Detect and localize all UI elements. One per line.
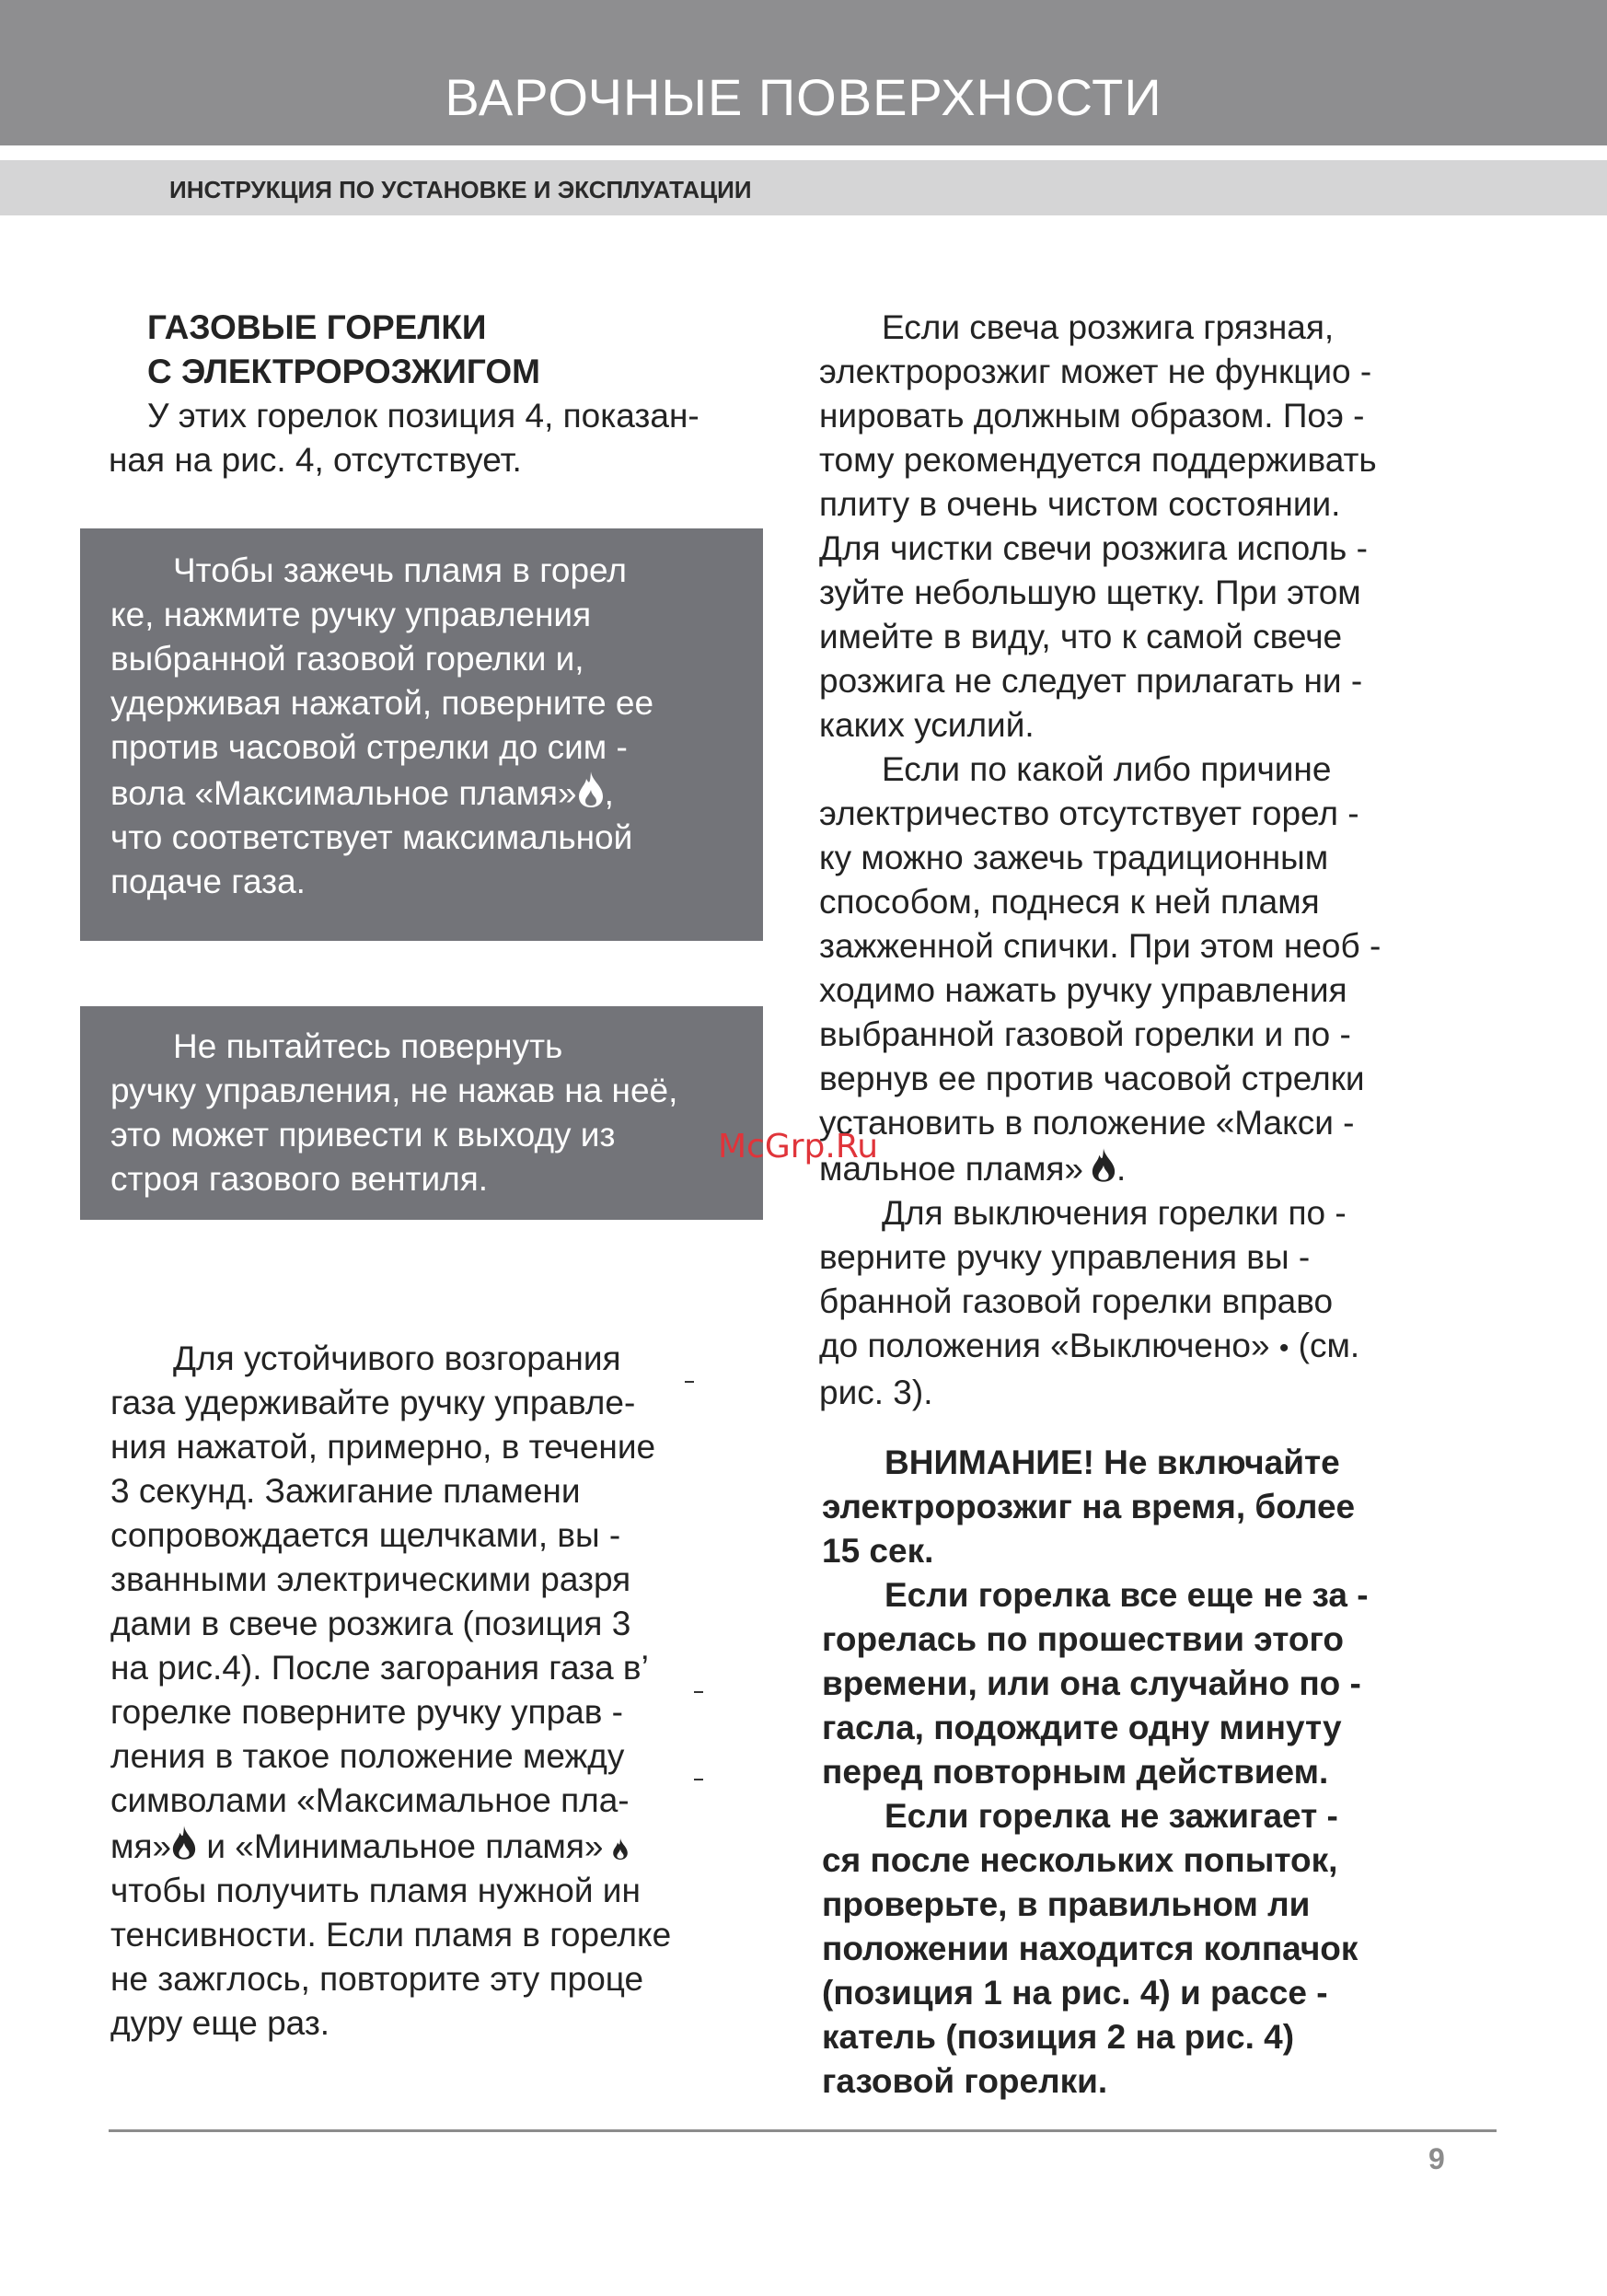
max-flame-icon	[1091, 1145, 1116, 1184]
margin-mark	[685, 1381, 694, 1383]
max-flame-icon	[171, 1823, 197, 1861]
right-warning-block	[822, 1441, 1558, 2104]
min-flame-icon	[612, 1836, 629, 1861]
warning-heading: ВНИМАНИЕ! Не включайте электророзжиг на время, более 15 сек.	[822, 1444, 1356, 1570]
warning-check-paragraph: Если горелка не зажигает - ся после нескольких попыток, проверьте, в правильном ли положении находится колпачок (позиция 1 на рис. 4) и рассе - катель (позиция 2 на рис. 4) газовой горелки.	[822, 1797, 1358, 2100]
watermark: McGrp.Ru	[718, 1128, 879, 1165]
warning-wait-paragraph: Если горелка все еще не за - горелась по прошествии этого времени, или она случайно по - гасла, подождите одну минуту перед повторным действием.	[822, 1576, 1369, 1791]
ignition-paragraph: Для устойчивого возгорания газа удерживайте ручку управле- ния нажатой, примерно, в течение 3 секунд. Зажигание пламени сопровождается щелчками, вы - званными электрическими разря дами в свече розжига (позиция 3 на рис.4). После загорания газа в’ горелке поверните ручку управ - ления в такое положение между символами «Максимальное пла- мя» и «Минимальное пламя» чтобы получить пламя нужной ин тенсивности. Если пламя в горелке не зажглось, повторите эту проце дуру еще раз.	[110, 1339, 672, 2042]
off-symbol-bullet: •	[1278, 1333, 1289, 1363]
max-flame-icon	[577, 770, 605, 808]
footer-divider	[109, 2129, 1497, 2132]
intro-paragraph: У этих горелок позиция 4, показан- ная на рис. 4, отсутствует.	[109, 397, 699, 479]
left-intro-text-block	[109, 394, 771, 482]
margin-mark	[694, 1691, 703, 1693]
left-intro-block	[147, 306, 773, 394]
right-text-block	[819, 306, 1555, 1415]
warning-box-knob	[80, 1006, 763, 1220]
warning-box-knob-text: Не пытайтесь повернуть ручку управления, не нажав на неё, это может привести к выходу из строя газового вентиля.	[110, 1027, 678, 1198]
info-box-ignition	[80, 528, 763, 941]
margin-mark	[694, 1779, 703, 1780]
cleaning-paragraph: Если свеча розжига грязная, электророзжиг может не функцио - нировать должным образом. Поэ - тому рекомендуется поддерживать плиту в очень чистом состоянии. Для чистки свечи розжига исполь - зуйте небольшую щетку. При этом имейте в виду, что к самой свече розжига не следует прилагать ни - каких усилий.	[819, 308, 1377, 744]
page-subtitle: ИНСТРУКЦИЯ ПО УСТАНОВКЕ И ЭКСПЛУАТАЦИИ	[169, 176, 752, 203]
info-box-ignition-text: Чтобы зажечь пламя в горел ке, нажмите ручку управления выбранной газовой горелки и, удерживая нажатой, поверните ее против часовой стрелки до сим - вола «Максимальное пламя» , что соответствует максимальной подаче газа.	[110, 551, 654, 900]
section-heading: ГАЗОВЫЕ ГОРЕЛКИ С ЭЛЕКТРОРОЗЖИГОМ	[147, 308, 540, 390]
switch-off-paragraph: Для выключения горелки по - верните ручку управления вы - бранной газовой горелки вправо до положения «Выключено» • (см. рис. 3).	[819, 1194, 1360, 1411]
page-number: 9	[1428, 2142, 1445, 2175]
page-title: ВАРОЧНЫЕ ПОВЕРХНОСТИ	[445, 68, 1162, 126]
left-main-text-block	[110, 1337, 773, 2046]
manual-ignition-paragraph: Если по какой либо причине электричество отсутствует горел - ку можно зажечь традиционным способом, поднеся к ней пламя зажженной спички. При этом необ - ходимо нажать ручку управления выбранной газовой горелки и по - вернув ее против часовой стрелки установить в положение «Макси - мальное пламя» .	[819, 750, 1382, 1188]
